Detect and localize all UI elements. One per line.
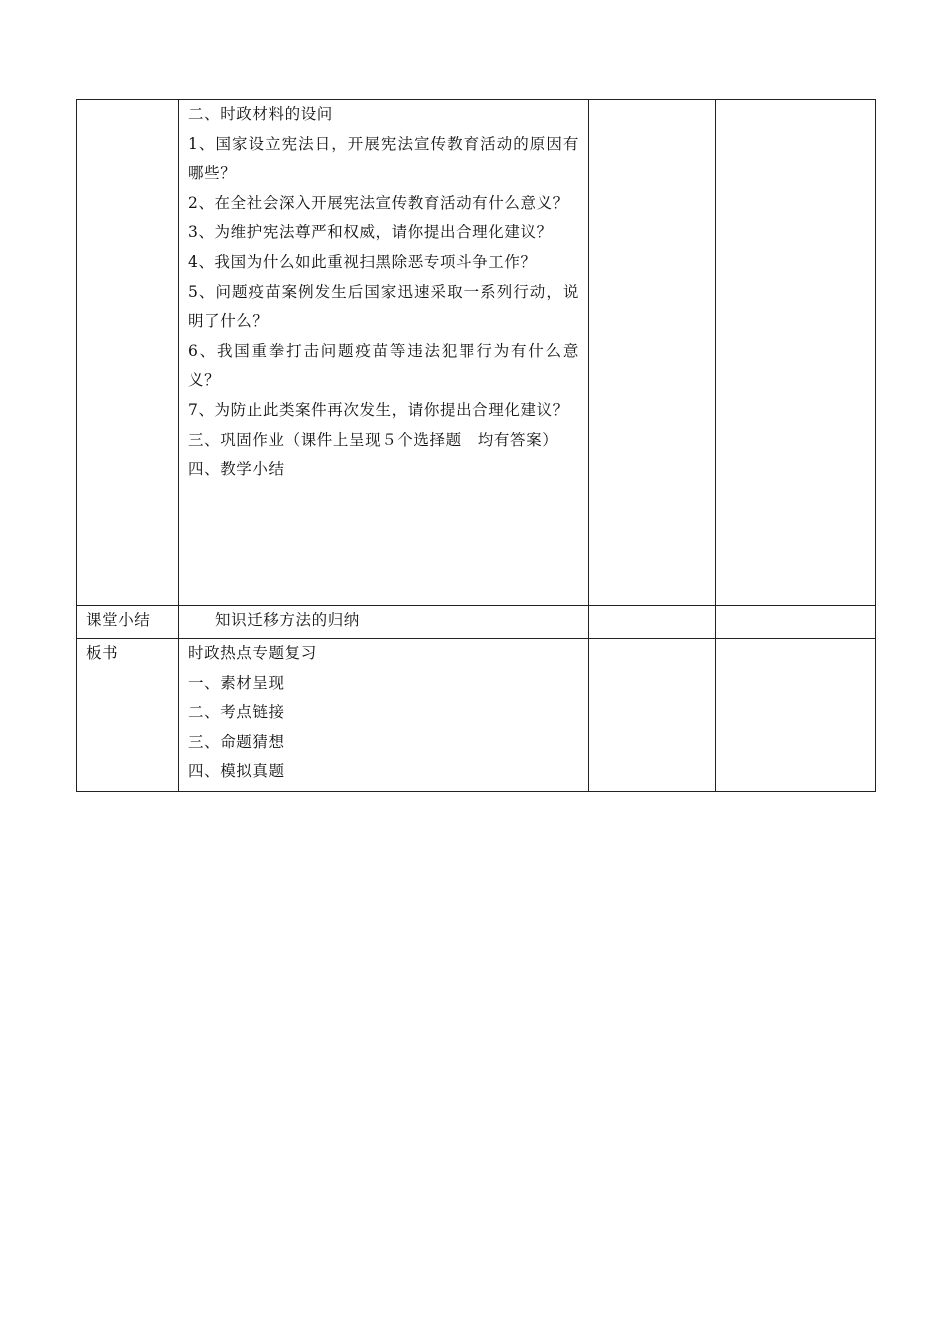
question-item: 1、国家设立宪法日，开展宪法宣传教育活动的原因有哪些？ — [188, 134, 579, 183]
row-label-cell-empty — [77, 100, 179, 606]
blackboard-item: 一、素材呈现 — [188, 673, 285, 692]
section-heading: 二、时政材料的设问 — [188, 105, 333, 123]
empty-cell — [589, 606, 716, 639]
empty-cell — [589, 639, 716, 792]
empty-cell — [716, 100, 876, 606]
question-item: 4、我国为什么如此重视扫黑除恶专项斗争工作？ — [188, 252, 537, 271]
question-item: 3、为维护宪法尊严和权威，请你提出合理化建议？ — [188, 223, 553, 242]
section-heading: 三、巩固作业（课件上呈现５个选择题 均有答案） — [188, 430, 559, 449]
blackboard-item: 二、考点链接 — [188, 703, 285, 722]
lesson-plan-table — [76, 99, 876, 792]
question-item: 7、为防止此类案件再次发生，请你提出合理化建议？ — [188, 400, 569, 419]
section-heading: 四、教学小结 — [188, 460, 285, 479]
table-row-summary — [77, 606, 876, 639]
empty-cell — [589, 100, 716, 606]
question-item: 6、我国重拳打击问题疫苗等违法犯罪行为有什么意义？ — [188, 341, 579, 390]
blackboard-item: 三、命题猜想 — [188, 732, 285, 751]
row-label: 课堂小结 — [77, 606, 179, 639]
blackboard-title: 时政热点专题复习 — [188, 644, 317, 662]
blackboard-cell — [179, 639, 589, 792]
questions-cell — [179, 100, 589, 606]
table-row-questions — [77, 100, 876, 606]
empty-cell — [716, 606, 876, 639]
table-row-blackboard — [77, 639, 876, 792]
summary-content: 知识迁移方法的归纳 — [179, 606, 589, 639]
blackboard-item: 四、模拟真题 — [188, 762, 285, 781]
question-item: 5、问题疫苗案例发生后国家迅速采取一系列行动，说明了什么？ — [188, 282, 579, 331]
empty-cell — [716, 639, 876, 792]
question-item: 2、在全社会深入开展宪法宣传教育活动有什么意义？ — [188, 193, 569, 212]
row-label: 板书 — [77, 639, 179, 792]
